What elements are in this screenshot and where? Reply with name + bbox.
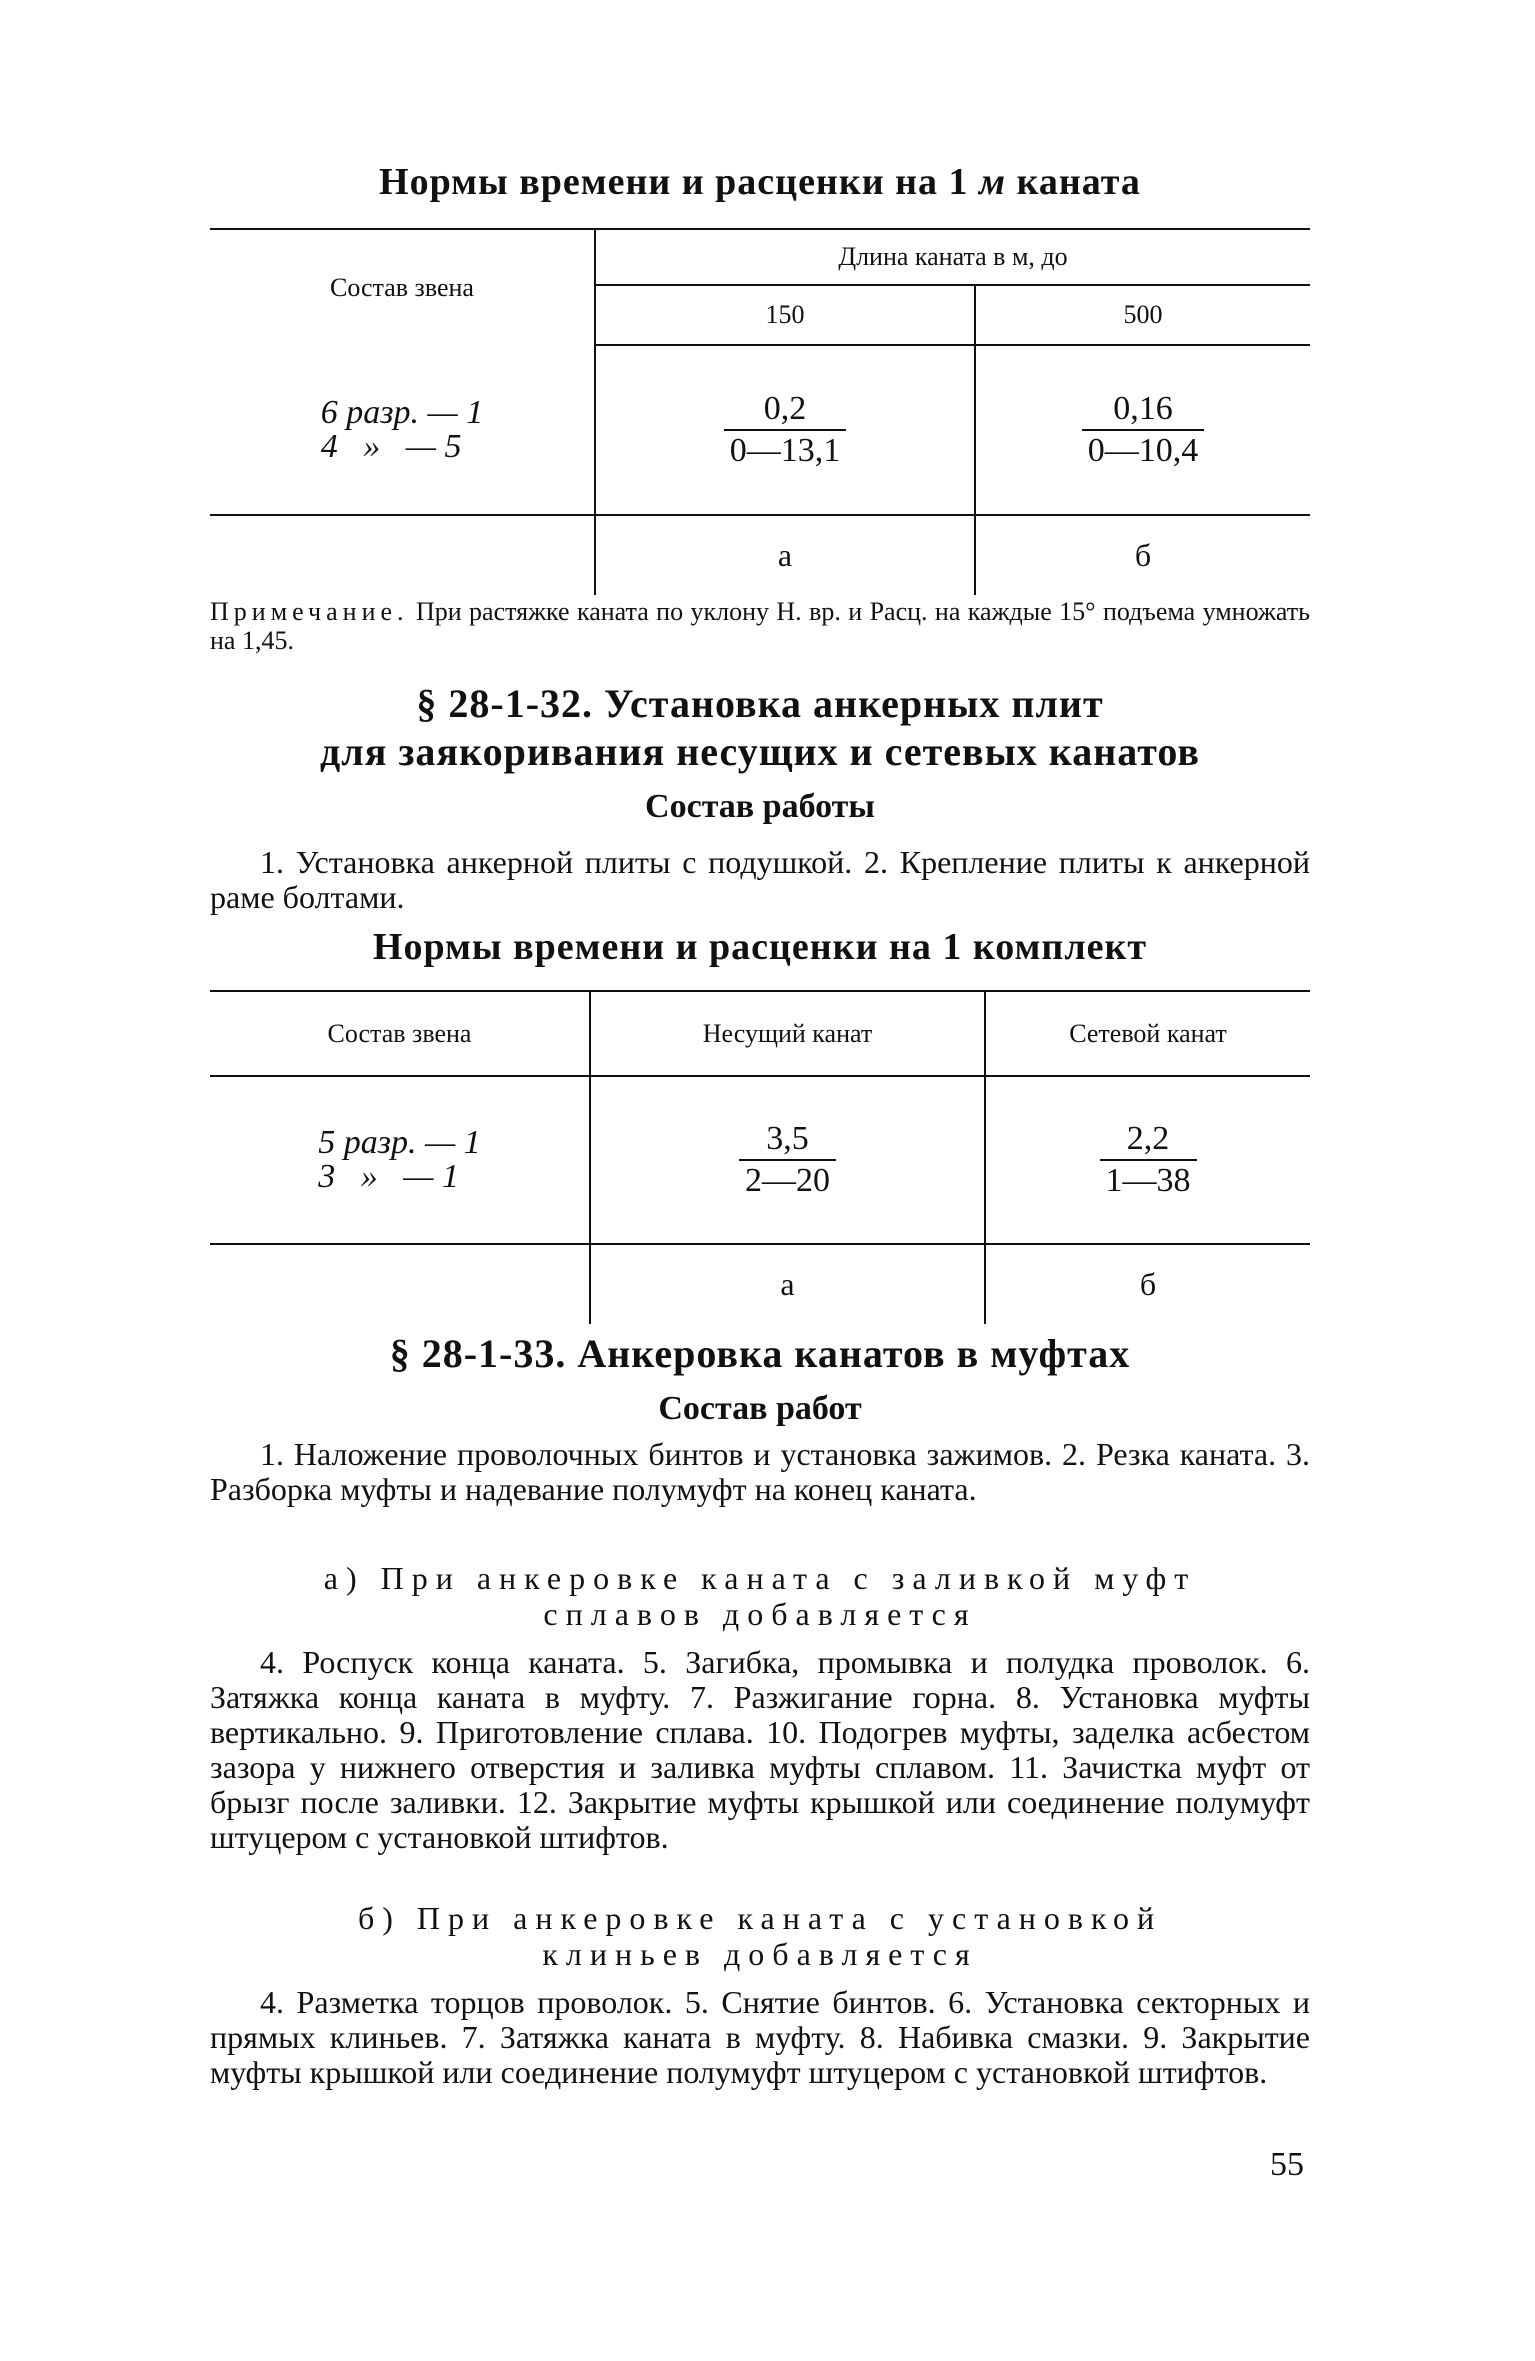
section-32-work-head: Состав работы (645, 788, 875, 825)
table1-crew (320, 393, 484, 465)
table1-fraction-a (724, 389, 847, 471)
table2-price-b: 1—38 (1100, 1159, 1197, 1201)
section-33-work-head: Состав работ (658, 1390, 862, 1427)
section-33-title: § 28-1-33. Анкеровка канатов в муфтах (389, 1331, 1131, 1376)
table1-subheader-500: 500 (975, 285, 1310, 345)
table1-letter-b: б (975, 515, 1310, 595)
table1-col-header: Состав звена (210, 229, 595, 345)
table2-value-b (985, 1076, 1310, 1244)
table2-crew-cell (210, 1076, 590, 1244)
table2-title: Нормы времени и расценки на 1 комплект (372, 926, 1148, 968)
case-b-heading (210, 1900, 1310, 1972)
table2-fraction-b (1100, 1119, 1197, 1201)
page-number: 55 (1270, 2146, 1304, 2183)
table1-value-a (595, 345, 975, 515)
table1-title (210, 160, 1310, 204)
table1-value-b (975, 345, 1310, 515)
table1-price-b: 0—10,4 (1082, 429, 1205, 471)
table2-empty-cell (210, 1244, 590, 1324)
table1-subheader-150: 150 (595, 285, 975, 345)
table1-title-tail: каната (1016, 161, 1141, 203)
table1-group-header: Длина каната в м, до (595, 229, 1310, 285)
table2-crew-line-2: 3 » — 1 (318, 1158, 459, 1195)
table1-note (210, 597, 1310, 655)
table2-header-net: Сетевой канат (985, 991, 1310, 1076)
table1 (210, 228, 1310, 595)
case-a-heading-line-1: а) При анкеровке каната с заливкой муфт (323, 1560, 1197, 1596)
section-32-title-line-1: § 28-1-32. Установка анкерных плит (416, 681, 1104, 726)
note-text: При растяжке каната по уклону Н. вр. и Расц. на каждые 15° подъема умножать на 1,45. (210, 597, 1310, 655)
case-a-heading-line-2: сплавов добавляется (543, 1596, 977, 1632)
section-32-title (210, 680, 1310, 776)
case-b-heading-line-1: б) При анкеровке каната с установкой (357, 1900, 1163, 1936)
table1-title-text: Нормы времени и расценки на 1 (379, 161, 969, 203)
case-a-heading (210, 1560, 1310, 1632)
table1-crew-cell (210, 345, 595, 515)
table1-norm-a: 0,2 (763, 390, 807, 427)
table2 (210, 990, 1310, 1324)
table2-norm-b: 2,2 (1126, 1120, 1170, 1157)
table1-price-a: 0—13,1 (724, 429, 847, 471)
table1-fraction-b (1082, 389, 1205, 471)
section-33-work-text: 1. Наложение проволочных бинтов и установка зажимов. 2. Резка каната. 3. Разборка муфты и надевание полумуфт на конец каната. (210, 1436, 1310, 1507)
section-32-title-line-2: для заякоривания несущих и сетевых канатов (320, 729, 1200, 774)
table2-norm-a: 3,5 (766, 1120, 809, 1157)
table2-crew (318, 1126, 481, 1194)
table2-crew-line-1: 5 разр. — 1 (318, 1124, 481, 1161)
case-b-heading-line-2: клиньев добавляется (542, 1936, 978, 1972)
table1-crew-line-1: 6 разр. — 1 (320, 393, 484, 431)
table2-value-a (590, 1076, 985, 1244)
table2-header-crew: Состав звена (210, 991, 590, 1076)
table1-letter-a: а (595, 515, 975, 595)
case-a-text: 4. Роспуск конца каната. 5. Загибка, промывка и полудка проволок. 6. Затяжка конца каната в муфту. 7. Разжигание горна. 8. Установка муфты вертикально. 9. Приготовление сплава. 10. Подогрев муфты, заделка асбестом зазора у нижнего отверстия и заливка муфты сплавом. 11. Зачистка муфт от брызг после заливки. 12. Закрытие муфты крышкой или соединение полумуфт штуцером с установкой штифтов. (210, 1644, 1310, 1855)
note-lead: Примечание. (210, 597, 409, 626)
table2-price-a: 2—20 (739, 1159, 836, 1201)
table2-letter-b: б (985, 1244, 1310, 1324)
table2-fraction-a (739, 1119, 836, 1201)
table1-norm-b: 0,16 (1113, 390, 1173, 427)
table2-header-carrier: Несущий канат (590, 991, 985, 1076)
table1-empty-cell (210, 515, 595, 595)
table1-crew-line-2: 4 » — 5 (320, 427, 462, 465)
table1-title-unit: м (979, 161, 1007, 203)
table2-letter-a: а (590, 1244, 985, 1324)
case-b-text: 4. Разметка торцов проволок. 5. Снятие бинтов. 6. Установка секторных и прямых клиньев. 7. Затяжка каната в муфту. 8. Набивка смазки. 9. Закрытие муфты крышкой или соединение полумуфт штуцером с установкой штифтов. (210, 1984, 1310, 2090)
section-32-work-text: 1. Установка анкерной плиты с подушкой. 2. Крепление плиты к анкерной раме болтами. (210, 844, 1310, 915)
